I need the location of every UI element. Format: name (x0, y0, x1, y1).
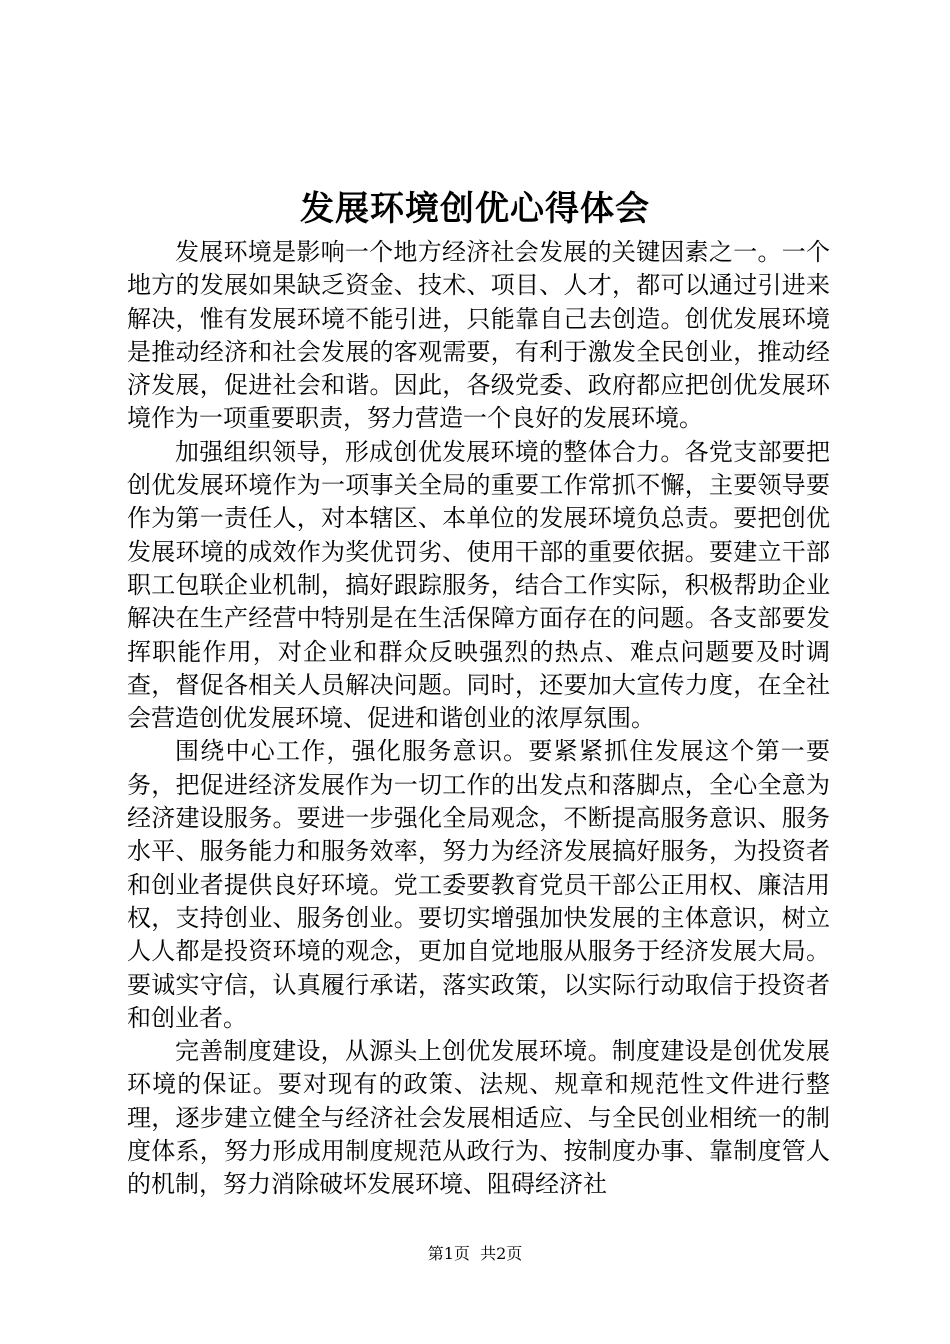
paragraph-4: 完善制度建设，从源头上创优发展环境。制度建设是创优发展环境的保证。要对现有的政策、法规、规章和规范性文件进行整理，逐步建立健全与经济社会发展相适应、与全民创业相统一的制度体系，努力形成用制度规范从政行为、按制度办事、靠制度管人的机制，努力消除破坏发展环境、阻碍经济社 (127, 1037, 830, 1199)
document-body (127, 236, 830, 1202)
paragraph-3: 围绕中心工作，强化服务意识。要紧紧抓住发展这个第一要务，把促进经济发展作为一切工作的出发点和落脚点，全心全意为经济建设服务。要进一步强化全局观念，不断提高服务意识、服务水平、服务能力和服务效率，努力为经济发展搞好服务，为投资者和创业者提供良好环境。党工委要教育党员干部公正用权、廉洁用权，支持创业、服务创业。要切实增强加快发展的主体意识，树立人人都是投资环境的观念，更加自觉地服从服务于经济发展大局。要诚实守信，认真履行承诺，落实政策，以实际行动取信于投资者和创业者。 (127, 737, 830, 1032)
document-title: 发展环境创优心得体会 (300, 189, 650, 229)
page-number-label: 第1页 共2页 (427, 1244, 523, 1263)
paragraph-2: 加强组织领导，形成创优发展环境的整体合力。各党支部要把创优发展环境作为一项事关全局的重要工作常抓不懈，主要领导要作为第一责任人，对本辖区、本单位的发展环境负总责。要把创优发展环境的成效作为奖优罚劣、使用干部的重要依据。要建立干部职工包联企业机制，搞好跟踪服务，结合工作实际，积极帮助企业解决在生产经营中特别是在生活保障方面存在的问题。各支部要发挥职能作用，对企业和群众反映强烈的热点、难点问题要及时调查，督促各相关人员解决问题。同时，还要加大宣传力度，在全社会营造创优发展环境、促进和谐创业的浓厚氛围。 (127, 437, 830, 733)
page-footer (0, 1243, 950, 1265)
paragraph-1: 发展环境是影响一个地方经济社会发展的关键因素之一。一个地方的发展如果缺乏资金、技术、项目、人才，都可以通过引进来解决，惟有发展环境不能引进，只能靠自己去创造。创优发展环境是推动经济和社会发展的客观需要，有利于激发全民创业，推动经济发展，促进社会和谐。因此，各级党委、政府都应把创优发展环境作为一项重要职责，努力营造一个良好的发展环境。 (127, 238, 830, 433)
